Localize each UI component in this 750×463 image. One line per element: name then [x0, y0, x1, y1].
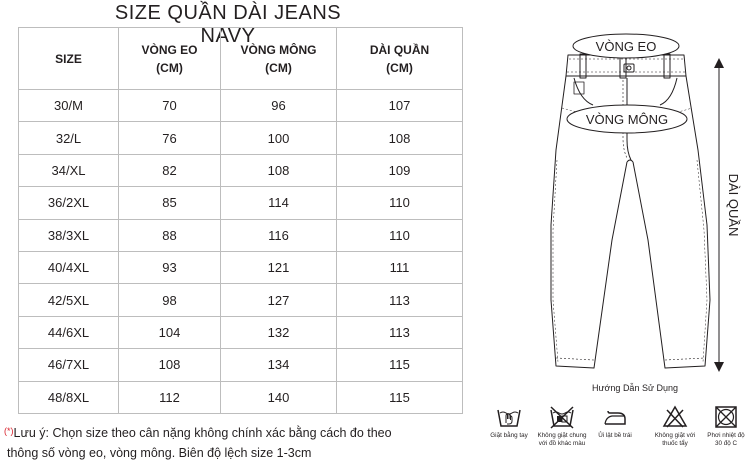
- cell-size: 34/XL: [19, 154, 119, 186]
- cell-length: 111: [337, 251, 463, 283]
- cell-size: 48/8XL: [19, 381, 119, 413]
- cell-length: 113: [337, 316, 463, 348]
- care-iron: [589, 405, 641, 440]
- care-dry-temp: [700, 405, 750, 448]
- table-header-row: [19, 28, 463, 90]
- cell-waist: 88: [119, 219, 221, 251]
- table-row: [19, 251, 463, 283]
- cell-length: 110: [337, 187, 463, 219]
- cell-size: 38/3XL: [19, 219, 119, 251]
- hand-wash-icon: [496, 405, 522, 429]
- cell-waist: 82: [119, 154, 221, 186]
- care-label-4a: Không giặt với: [654, 432, 696, 439]
- cell-size: 32/L: [19, 122, 119, 154]
- cell-length: 107: [337, 90, 463, 122]
- table-row: [19, 349, 463, 381]
- cell-size: 42/5XL: [19, 284, 119, 316]
- cell-hip: 134: [221, 349, 337, 381]
- length-arrow: [714, 58, 724, 372]
- cell-hip: 127: [221, 284, 337, 316]
- page-title: SIZE QUẦN DÀI JEANS NAVY: [114, 2, 342, 47]
- waist-label: VÒNG EO: [595, 39, 657, 54]
- table-row: [19, 122, 463, 154]
- cell-waist: 104: [119, 316, 221, 348]
- table-row: [19, 154, 463, 186]
- care-no-bleach: [649, 405, 701, 448]
- care-hand-wash: [483, 405, 535, 440]
- cell-waist: 108: [119, 349, 221, 381]
- cell-hip: 132: [221, 316, 337, 348]
- cell-size: 40/4XL: [19, 251, 119, 283]
- dry-below-30c-icon: [713, 405, 739, 429]
- cell-size: 46/7XL: [19, 349, 119, 381]
- care-label-1: Giặt bằng tay: [490, 432, 528, 439]
- care-label-2b: với đồ khác màu: [538, 440, 586, 447]
- note-line-2: thông số vòng eo, vòng mông. Biên độ lệch size 1-3cm: [7, 446, 312, 460]
- cell-size: 30/M: [19, 90, 119, 122]
- cell-size: 36/2XL: [19, 187, 119, 219]
- cell-waist: 76: [119, 122, 221, 154]
- cell-hip: 116: [221, 219, 337, 251]
- note-marker: (*): [4, 426, 14, 436]
- header-waist: VÒNG EO (CM): [119, 28, 221, 90]
- hip-label: VÒNG MÔNG: [585, 112, 669, 127]
- cell-waist: 70: [119, 90, 221, 122]
- cell-length: 113: [337, 284, 463, 316]
- length-label: DÀI QUẦN: [726, 173, 741, 237]
- note-line-1: Lưu ý: Chọn size theo cân nặng không chính xác bằng cách đo theo: [13, 426, 392, 440]
- table-row: [19, 284, 463, 316]
- care-label-4b: thuốc tẩy: [662, 440, 688, 447]
- care-label-2a: Không giặt chung: [537, 432, 587, 439]
- cell-hip: 96: [221, 90, 337, 122]
- cell-hip: 121: [221, 251, 337, 283]
- header-size: SIZE: [19, 28, 119, 90]
- jeans-diagram: [540, 0, 750, 375]
- care-guide-title: Hướng Dẫn Sử Dụng: [592, 383, 678, 393]
- cell-length: 115: [337, 349, 463, 381]
- sizing-note: [4, 423, 392, 463]
- size-table: [18, 27, 463, 414]
- cell-length: 110: [337, 219, 463, 251]
- cell-hip: 100: [221, 122, 337, 154]
- cell-length: 108: [337, 122, 463, 154]
- cell-waist: 85: [119, 187, 221, 219]
- table-row: [19, 90, 463, 122]
- cell-hip: 108: [221, 154, 337, 186]
- header-length: DÀI QUẦN (CM): [337, 28, 463, 90]
- iron-inside-out-icon: [602, 405, 628, 429]
- no-bleach-icon: [662, 405, 688, 429]
- cell-hip: 140: [221, 381, 337, 413]
- cell-waist: 112: [119, 381, 221, 413]
- care-no-mixed-wash: [536, 405, 588, 448]
- no-mixed-wash-icon: [549, 405, 575, 429]
- table-row: [19, 219, 463, 251]
- cell-size: 44/6XL: [19, 316, 119, 348]
- table-row: [19, 316, 463, 348]
- table-row: [19, 187, 463, 219]
- cell-waist: 93: [119, 251, 221, 283]
- care-label-5b: 30 độ C: [714, 440, 738, 447]
- cell-length: 115: [337, 381, 463, 413]
- table-row: [19, 381, 463, 413]
- header-hip: VÒNG MÔNG (CM): [221, 28, 337, 90]
- cell-waist: 98: [119, 284, 221, 316]
- care-label-5a: Phơi nhiệt độ: [707, 432, 745, 439]
- cell-length: 109: [337, 154, 463, 186]
- cell-hip: 114: [221, 187, 337, 219]
- care-label-3: Ủi lật bề trái: [598, 432, 632, 439]
